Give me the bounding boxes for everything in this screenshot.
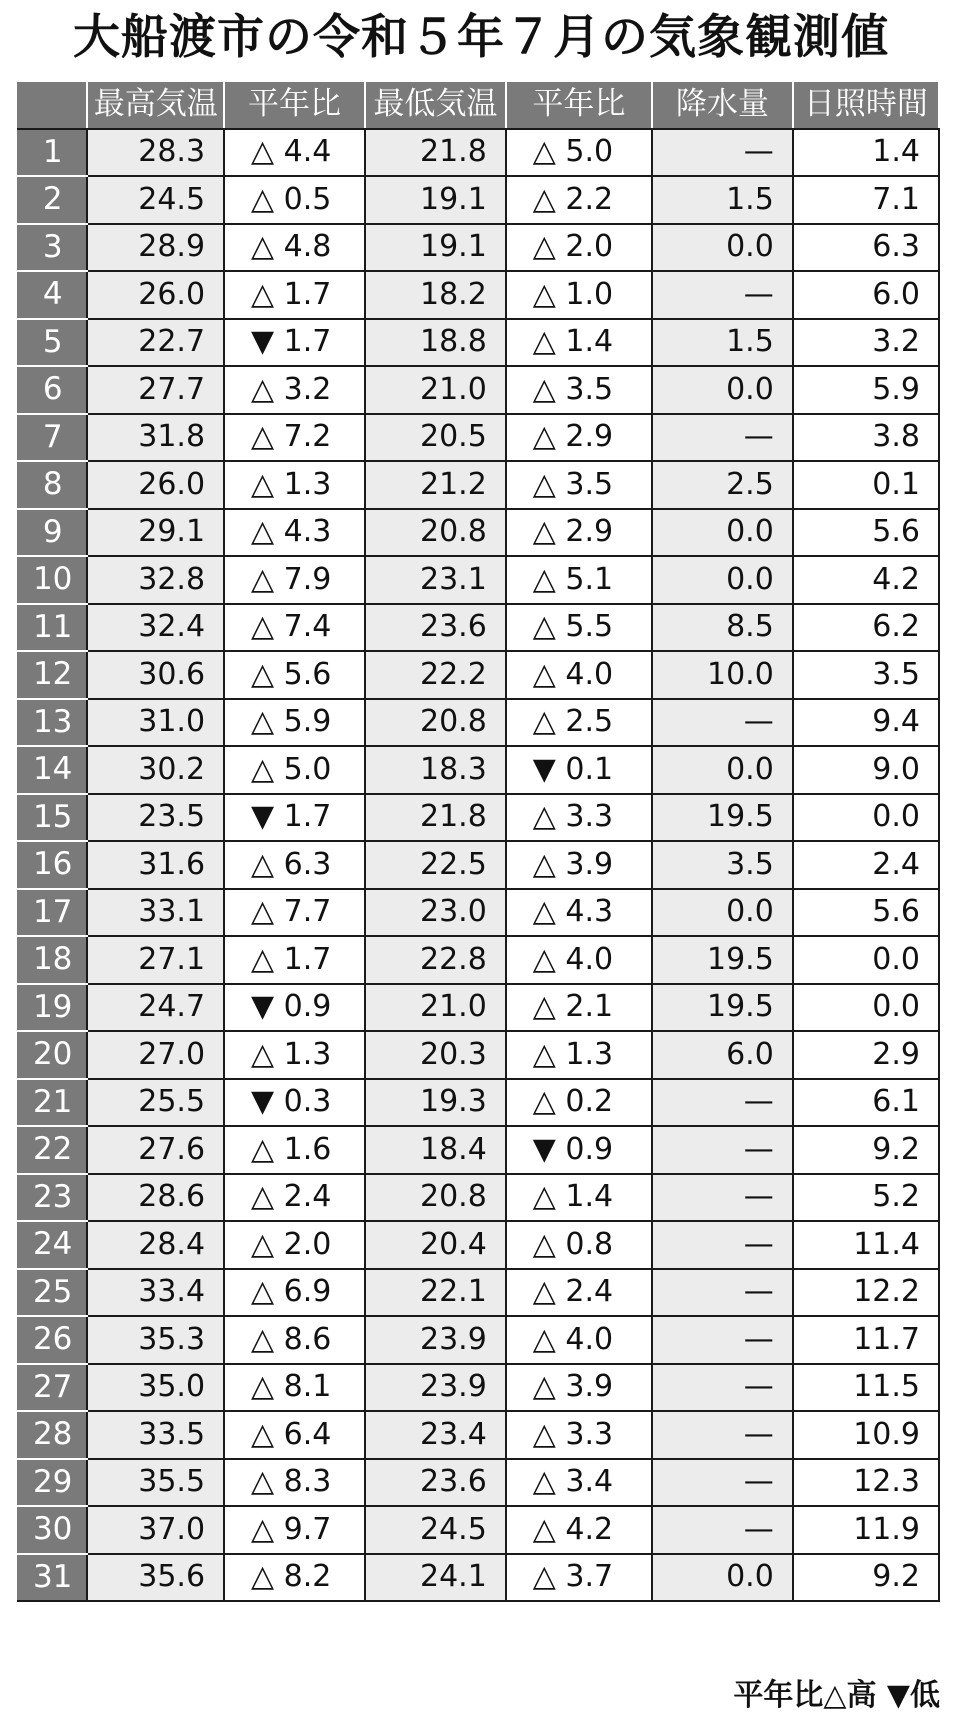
max-temp-compare-cell: △ 6.3 bbox=[224, 841, 365, 889]
max-temp-compare-cell: △ 7.9 bbox=[224, 556, 365, 604]
day-number-cell: 27 bbox=[18, 1364, 87, 1412]
sunshine-cell: 6.0 bbox=[793, 271, 939, 319]
sunshine-cell: 3.2 bbox=[793, 319, 939, 367]
min-temp-cell: 18.3 bbox=[365, 746, 506, 794]
precipitation-cell: — bbox=[652, 1221, 793, 1269]
precipitation-cell: — bbox=[652, 1506, 793, 1554]
max-temp-cell: 26.0 bbox=[87, 461, 224, 509]
min-temp-cell: 19.3 bbox=[365, 1079, 506, 1127]
day-number-cell: 17 bbox=[18, 889, 87, 937]
max-temp-cell: 25.5 bbox=[87, 1079, 224, 1127]
min-temp-cell: 23.9 bbox=[365, 1316, 506, 1364]
min-temp-cell: 18.4 bbox=[365, 1126, 506, 1174]
day-number-cell: 28 bbox=[18, 1411, 87, 1459]
header-row bbox=[18, 81, 939, 129]
table-row bbox=[18, 604, 939, 652]
min-temp-compare-cell: △ 0.2 bbox=[506, 1079, 652, 1127]
page-title: 大船渡市の令和５年７月の気象観測値 bbox=[73, 10, 889, 65]
min-temp-cell: 23.6 bbox=[365, 604, 506, 652]
max-temp-cell: 31.0 bbox=[87, 699, 224, 747]
sunshine-cell: 1.4 bbox=[793, 129, 939, 177]
table-header bbox=[18, 81, 939, 129]
max-temp-cell: 30.2 bbox=[87, 746, 224, 794]
precipitation-cell: 0.0 bbox=[652, 366, 793, 414]
max-temp-compare-cell: △ 4.4 bbox=[224, 129, 365, 177]
header-max-temp-compare: 平年比 bbox=[224, 81, 365, 129]
sunshine-cell: 5.6 bbox=[793, 889, 939, 937]
min-temp-compare-cell: △ 4.0 bbox=[506, 936, 652, 984]
table-row bbox=[18, 1126, 939, 1174]
precipitation-cell: — bbox=[652, 271, 793, 319]
precipitation-cell: 19.5 bbox=[652, 936, 793, 984]
sunshine-cell: 9.2 bbox=[793, 1126, 939, 1174]
min-temp-cell: 21.0 bbox=[365, 366, 506, 414]
max-temp-cell: 33.1 bbox=[87, 889, 224, 937]
day-number-cell: 8 bbox=[18, 461, 87, 509]
sunshine-cell: 3.8 bbox=[793, 414, 939, 462]
precipitation-cell: — bbox=[652, 129, 793, 177]
day-number-cell: 10 bbox=[18, 556, 87, 604]
precipitation-cell: 0.0 bbox=[652, 889, 793, 937]
day-number-cell: 21 bbox=[18, 1079, 87, 1127]
table-row bbox=[18, 794, 939, 842]
max-temp-cell: 28.9 bbox=[87, 224, 224, 272]
min-temp-cell: 21.2 bbox=[365, 461, 506, 509]
max-temp-cell: 26.0 bbox=[87, 271, 224, 319]
sunshine-cell: 11.9 bbox=[793, 1506, 939, 1554]
max-temp-cell: 30.6 bbox=[87, 651, 224, 699]
max-temp-cell: 35.6 bbox=[87, 1554, 224, 1602]
min-temp-compare-cell: △ 5.1 bbox=[506, 556, 652, 604]
max-temp-compare-cell: △ 4.8 bbox=[224, 224, 365, 272]
min-temp-compare-cell: △ 3.3 bbox=[506, 794, 652, 842]
max-temp-compare-cell: △ 8.3 bbox=[224, 1459, 365, 1507]
table-row bbox=[18, 129, 939, 177]
sunshine-cell: 6.2 bbox=[793, 604, 939, 652]
day-number-cell: 31 bbox=[18, 1554, 87, 1602]
max-temp-cell: 31.6 bbox=[87, 841, 224, 889]
min-temp-compare-cell: △ 1.3 bbox=[506, 1031, 652, 1079]
min-temp-cell: 22.1 bbox=[365, 1269, 506, 1317]
max-temp-cell: 35.5 bbox=[87, 1459, 224, 1507]
precipitation-cell: 0.0 bbox=[652, 556, 793, 604]
table-row bbox=[18, 1079, 939, 1127]
day-number-cell: 2 bbox=[18, 176, 87, 224]
sunshine-cell: 9.4 bbox=[793, 699, 939, 747]
day-number-cell: 12 bbox=[18, 651, 87, 699]
header-max-temp: 最高気温 bbox=[87, 81, 224, 129]
max-temp-cell: 35.0 bbox=[87, 1364, 224, 1412]
table-body bbox=[18, 129, 939, 1602]
sunshine-cell: 0.0 bbox=[793, 936, 939, 984]
min-temp-cell: 20.8 bbox=[365, 1174, 506, 1222]
max-temp-compare-cell: △ 6.9 bbox=[224, 1269, 365, 1317]
max-temp-compare-cell: △ 0.5 bbox=[224, 176, 365, 224]
min-temp-compare-cell: △ 3.5 bbox=[506, 366, 652, 414]
table-row bbox=[18, 176, 939, 224]
table-row bbox=[18, 319, 939, 367]
precipitation-cell: — bbox=[652, 414, 793, 462]
sunshine-cell: 12.2 bbox=[793, 1269, 939, 1317]
max-temp-compare-cell: △ 1.6 bbox=[224, 1126, 365, 1174]
min-temp-compare-cell: △ 1.0 bbox=[506, 271, 652, 319]
max-temp-compare-cell: △ 5.0 bbox=[224, 746, 365, 794]
min-temp-compare-cell: △ 4.0 bbox=[506, 651, 652, 699]
day-number-cell: 3 bbox=[18, 224, 87, 272]
sunshine-cell: 0.0 bbox=[793, 984, 939, 1032]
sunshine-cell: 0.0 bbox=[793, 794, 939, 842]
min-temp-compare-cell: △ 5.0 bbox=[506, 129, 652, 177]
min-temp-compare-cell: △ 2.1 bbox=[506, 984, 652, 1032]
table-row bbox=[18, 461, 939, 509]
table-row bbox=[18, 366, 939, 414]
max-temp-compare-cell: ▼ 0.9 bbox=[224, 984, 365, 1032]
max-temp-cell: 28.3 bbox=[87, 129, 224, 177]
sunshine-cell: 7.1 bbox=[793, 176, 939, 224]
min-temp-cell: 20.5 bbox=[365, 414, 506, 462]
min-temp-cell: 23.9 bbox=[365, 1364, 506, 1412]
max-temp-cell: 27.0 bbox=[87, 1031, 224, 1079]
max-temp-cell: 23.5 bbox=[87, 794, 224, 842]
precipitation-cell: 8.5 bbox=[652, 604, 793, 652]
table-row bbox=[18, 414, 939, 462]
precipitation-cell: — bbox=[652, 1316, 793, 1364]
min-temp-compare-cell: △ 2.5 bbox=[506, 699, 652, 747]
min-temp-compare-cell: △ 3.4 bbox=[506, 1459, 652, 1507]
min-temp-cell: 20.4 bbox=[365, 1221, 506, 1269]
table-row bbox=[18, 936, 939, 984]
day-number-cell: 26 bbox=[18, 1316, 87, 1364]
min-temp-compare-cell: △ 1.4 bbox=[506, 319, 652, 367]
sunshine-cell: 5.9 bbox=[793, 366, 939, 414]
table-row bbox=[18, 841, 939, 889]
min-temp-cell: 19.1 bbox=[365, 176, 506, 224]
day-number-cell: 19 bbox=[18, 984, 87, 1032]
min-temp-cell: 24.1 bbox=[365, 1554, 506, 1602]
min-temp-cell: 23.0 bbox=[365, 889, 506, 937]
max-temp-cell: 27.1 bbox=[87, 936, 224, 984]
day-number-cell: 1 bbox=[18, 129, 87, 177]
precipitation-cell: — bbox=[652, 1269, 793, 1317]
min-temp-cell: 20.3 bbox=[365, 1031, 506, 1079]
table-row bbox=[18, 1269, 939, 1317]
precipitation-cell: — bbox=[652, 1126, 793, 1174]
min-temp-cell: 19.1 bbox=[365, 224, 506, 272]
min-temp-cell: 21.8 bbox=[365, 794, 506, 842]
min-temp-compare-cell: △ 2.4 bbox=[506, 1269, 652, 1317]
min-temp-cell: 23.1 bbox=[365, 556, 506, 604]
day-number-cell: 4 bbox=[18, 271, 87, 319]
min-temp-cell: 18.2 bbox=[365, 271, 506, 319]
day-number-cell: 5 bbox=[18, 319, 87, 367]
max-temp-cell: 24.7 bbox=[87, 984, 224, 1032]
sunshine-cell: 12.3 bbox=[793, 1459, 939, 1507]
min-temp-cell: 22.2 bbox=[365, 651, 506, 699]
day-number-cell: 15 bbox=[18, 794, 87, 842]
min-temp-compare-cell: △ 2.9 bbox=[506, 414, 652, 462]
header-min-temp: 最低気温 bbox=[365, 81, 506, 129]
table-row bbox=[18, 889, 939, 937]
day-number-cell: 7 bbox=[18, 414, 87, 462]
precipitation-cell: 10.0 bbox=[652, 651, 793, 699]
sunshine-cell: 11.5 bbox=[793, 1364, 939, 1412]
max-temp-cell: 33.4 bbox=[87, 1269, 224, 1317]
max-temp-cell: 37.0 bbox=[87, 1506, 224, 1554]
day-number-cell: 20 bbox=[18, 1031, 87, 1079]
max-temp-cell: 24.5 bbox=[87, 176, 224, 224]
min-temp-cell: 20.8 bbox=[365, 509, 506, 557]
max-temp-compare-cell: △ 7.4 bbox=[224, 604, 365, 652]
min-temp-cell: 18.8 bbox=[365, 319, 506, 367]
max-temp-cell: 27.7 bbox=[87, 366, 224, 414]
max-temp-cell: 29.1 bbox=[87, 509, 224, 557]
precipitation-cell: 3.5 bbox=[652, 841, 793, 889]
header-sunshine-hours: 日照時間 bbox=[793, 81, 939, 129]
table-row bbox=[18, 651, 939, 699]
precipitation-cell: — bbox=[652, 1174, 793, 1222]
table-row bbox=[18, 271, 939, 319]
min-temp-cell: 22.8 bbox=[365, 936, 506, 984]
table-row bbox=[18, 1031, 939, 1079]
max-temp-compare-cell: △ 1.3 bbox=[224, 1031, 365, 1079]
min-temp-compare-cell: △ 2.0 bbox=[506, 224, 652, 272]
day-number-cell: 14 bbox=[18, 746, 87, 794]
sunshine-cell: 11.4 bbox=[793, 1221, 939, 1269]
max-temp-compare-cell: △ 6.4 bbox=[224, 1411, 365, 1459]
day-number-cell: 29 bbox=[18, 1459, 87, 1507]
precipitation-cell: 0.0 bbox=[652, 1554, 793, 1602]
max-temp-cell: 33.5 bbox=[87, 1411, 224, 1459]
max-temp-compare-cell: ▼ 0.3 bbox=[224, 1079, 365, 1127]
min-temp-compare-cell: △ 4.0 bbox=[506, 1316, 652, 1364]
min-temp-compare-cell: △ 0.8 bbox=[506, 1221, 652, 1269]
table-row bbox=[18, 1221, 939, 1269]
table-row bbox=[18, 1174, 939, 1222]
min-temp-compare-cell: △ 4.2 bbox=[506, 1506, 652, 1554]
day-number-cell: 22 bbox=[18, 1126, 87, 1174]
max-temp-cell: 35.3 bbox=[87, 1316, 224, 1364]
precipitation-cell: 0.0 bbox=[652, 746, 793, 794]
min-temp-compare-cell: △ 3.9 bbox=[506, 841, 652, 889]
min-temp-compare-cell: △ 3.9 bbox=[506, 1364, 652, 1412]
min-temp-compare-cell: △ 4.3 bbox=[506, 889, 652, 937]
day-number-cell: 30 bbox=[18, 1506, 87, 1554]
min-temp-compare-cell: △ 2.9 bbox=[506, 509, 652, 557]
weather-table bbox=[17, 80, 940, 1602]
precipitation-cell: 19.5 bbox=[652, 984, 793, 1032]
max-temp-cell: 28.6 bbox=[87, 1174, 224, 1222]
day-number-cell: 23 bbox=[18, 1174, 87, 1222]
sunshine-cell: 4.2 bbox=[793, 556, 939, 604]
max-temp-cell: 32.4 bbox=[87, 604, 224, 652]
min-temp-cell: 23.4 bbox=[365, 1411, 506, 1459]
min-temp-compare-cell: △ 3.5 bbox=[506, 461, 652, 509]
precipitation-cell: 6.0 bbox=[652, 1031, 793, 1079]
sunshine-cell: 5.2 bbox=[793, 1174, 939, 1222]
max-temp-compare-cell: △ 3.2 bbox=[224, 366, 365, 414]
table-row bbox=[18, 556, 939, 604]
min-temp-compare-cell: △ 3.3 bbox=[506, 1411, 652, 1459]
max-temp-compare-cell: △ 9.7 bbox=[224, 1506, 365, 1554]
precipitation-cell: — bbox=[652, 1459, 793, 1507]
min-temp-compare-cell: △ 1.4 bbox=[506, 1174, 652, 1222]
precipitation-cell: 2.5 bbox=[652, 461, 793, 509]
max-temp-compare-cell: △ 1.7 bbox=[224, 936, 365, 984]
sunshine-cell: 5.6 bbox=[793, 509, 939, 557]
sunshine-cell: 11.7 bbox=[793, 1316, 939, 1364]
max-temp-cell: 31.8 bbox=[87, 414, 224, 462]
precipitation-cell: 0.0 bbox=[652, 509, 793, 557]
sunshine-cell: 9.0 bbox=[793, 746, 939, 794]
max-temp-compare-cell: △ 2.0 bbox=[224, 1221, 365, 1269]
header-precipitation: 降水量 bbox=[652, 81, 793, 129]
min-temp-cell: 22.5 bbox=[365, 841, 506, 889]
day-number-cell: 9 bbox=[18, 509, 87, 557]
max-temp-compare-cell: △ 8.6 bbox=[224, 1316, 365, 1364]
sunshine-cell: 2.9 bbox=[793, 1031, 939, 1079]
max-temp-compare-cell: ▼ 1.7 bbox=[224, 319, 365, 367]
day-number-cell: 13 bbox=[18, 699, 87, 747]
min-temp-cell: 21.0 bbox=[365, 984, 506, 1032]
header-corner bbox=[18, 81, 87, 129]
min-temp-compare-cell: △ 3.7 bbox=[506, 1554, 652, 1602]
min-temp-cell: 20.8 bbox=[365, 699, 506, 747]
min-temp-cell: 21.8 bbox=[365, 129, 506, 177]
precipitation-cell: 0.0 bbox=[652, 224, 793, 272]
max-temp-compare-cell: △ 1.3 bbox=[224, 461, 365, 509]
max-temp-compare-cell: △ 2.4 bbox=[224, 1174, 365, 1222]
max-temp-compare-cell: △ 5.6 bbox=[224, 651, 365, 699]
sunshine-cell: 10.9 bbox=[793, 1411, 939, 1459]
sunshine-cell: 6.3 bbox=[793, 224, 939, 272]
precipitation-cell: — bbox=[652, 1364, 793, 1412]
table-row bbox=[18, 1459, 939, 1507]
max-temp-compare-cell: △ 4.3 bbox=[224, 509, 365, 557]
min-temp-cell: 23.6 bbox=[365, 1459, 506, 1507]
precipitation-cell: 1.5 bbox=[652, 176, 793, 224]
sunshine-cell: 9.2 bbox=[793, 1554, 939, 1602]
max-temp-cell: 28.4 bbox=[87, 1221, 224, 1269]
precipitation-cell: 19.5 bbox=[652, 794, 793, 842]
precipitation-cell: — bbox=[652, 699, 793, 747]
table-row bbox=[18, 1364, 939, 1412]
table-row bbox=[18, 746, 939, 794]
max-temp-cell: 22.7 bbox=[87, 319, 224, 367]
precipitation-cell: 1.5 bbox=[652, 319, 793, 367]
min-temp-compare-cell: △ 5.5 bbox=[506, 604, 652, 652]
min-temp-compare-cell: ▼ 0.1 bbox=[506, 746, 652, 794]
table-row bbox=[18, 984, 939, 1032]
max-temp-compare-cell: △ 7.7 bbox=[224, 889, 365, 937]
table-row bbox=[18, 509, 939, 557]
sunshine-cell: 3.5 bbox=[793, 651, 939, 699]
min-temp-cell: 24.5 bbox=[365, 1506, 506, 1554]
day-number-cell: 24 bbox=[18, 1221, 87, 1269]
precipitation-cell: — bbox=[652, 1411, 793, 1459]
day-number-cell: 18 bbox=[18, 936, 87, 984]
legend-note: 平年比△高 ▼低 bbox=[733, 1678, 940, 1713]
max-temp-compare-cell: △ 5.9 bbox=[224, 699, 365, 747]
sunshine-cell: 0.1 bbox=[793, 461, 939, 509]
table-row bbox=[18, 699, 939, 747]
day-number-cell: 25 bbox=[18, 1269, 87, 1317]
table-row bbox=[18, 1506, 939, 1554]
day-number-cell: 6 bbox=[18, 366, 87, 414]
sunshine-cell: 6.1 bbox=[793, 1079, 939, 1127]
day-number-cell: 11 bbox=[18, 604, 87, 652]
header-min-temp-compare: 平年比 bbox=[506, 81, 652, 129]
table-row bbox=[18, 1554, 939, 1602]
max-temp-compare-cell: △ 1.7 bbox=[224, 271, 365, 319]
precipitation-cell: — bbox=[652, 1079, 793, 1127]
max-temp-compare-cell: △ 7.2 bbox=[224, 414, 365, 462]
max-temp-compare-cell: ▼ 1.7 bbox=[224, 794, 365, 842]
day-number-cell: 16 bbox=[18, 841, 87, 889]
max-temp-compare-cell: △ 8.1 bbox=[224, 1364, 365, 1412]
table-row bbox=[18, 1411, 939, 1459]
max-temp-cell: 27.6 bbox=[87, 1126, 224, 1174]
max-temp-compare-cell: △ 8.2 bbox=[224, 1554, 365, 1602]
table-row bbox=[18, 1316, 939, 1364]
min-temp-compare-cell: ▼ 0.9 bbox=[506, 1126, 652, 1174]
max-temp-cell: 32.8 bbox=[87, 556, 224, 604]
sunshine-cell: 2.4 bbox=[793, 841, 939, 889]
table-row bbox=[18, 224, 939, 272]
min-temp-compare-cell: △ 2.2 bbox=[506, 176, 652, 224]
